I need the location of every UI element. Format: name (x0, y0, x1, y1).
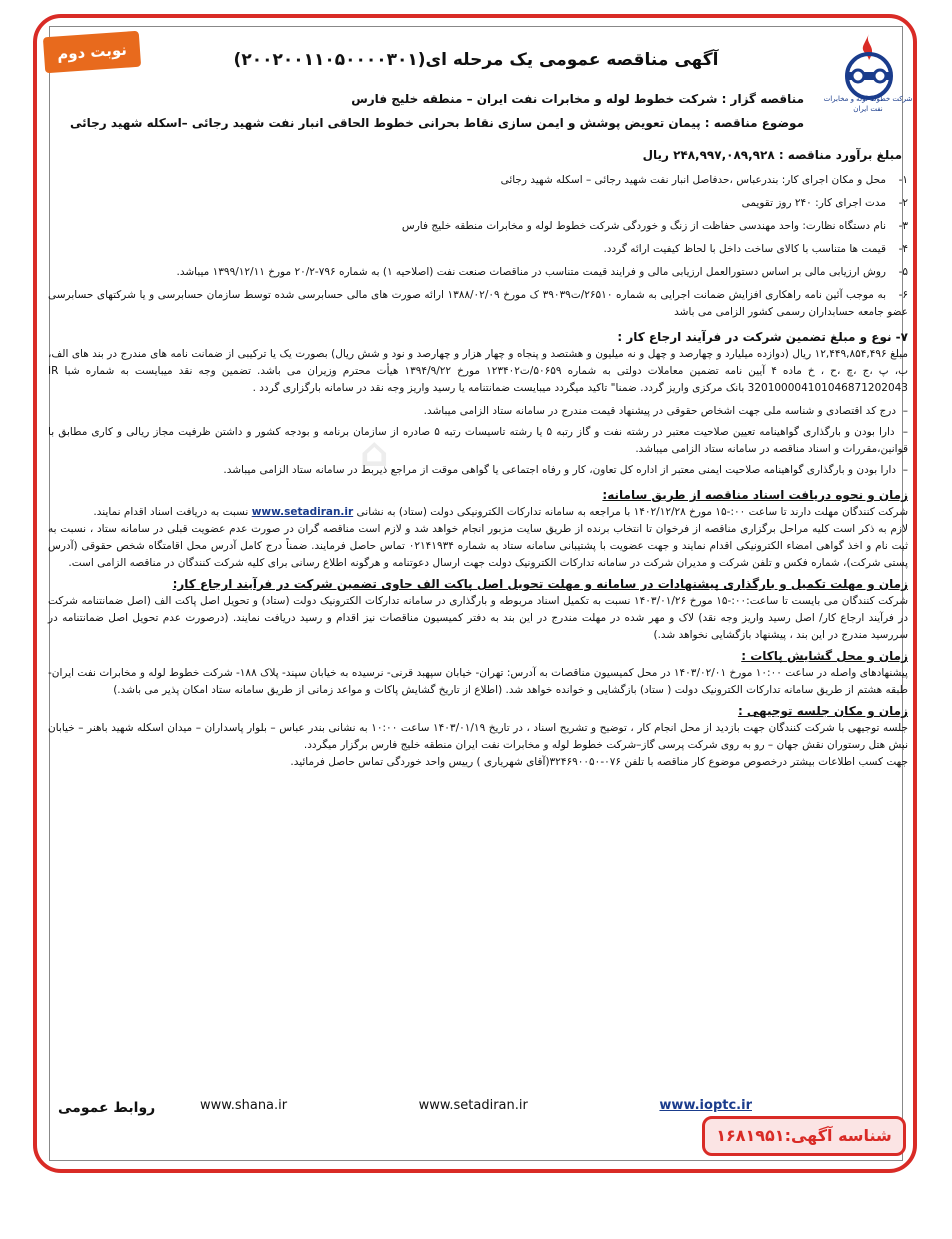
notice-id-badge: شناسه آگهی:۱۶۸۱۹۵۱ (702, 1116, 906, 1156)
organizer-line: مناقصه گزار : شرکت خطوط لوله و مخابرات نفت ایران – منطقه خلیج فارس (351, 92, 804, 106)
submit-title: زمان و مهلت تکمیل و بارگذاری پیشنهادات در سامانه و مهلت تحویل اصل پاکت الف حاوی تضمین شرکت در فرآیند ارجاع کار: (172, 577, 908, 591)
notice-title: آگهی مناقصه عمومی یک مرحله ای(۲۰۰۲۰۰۱۱۰۵۰۰۰۰۳۰۱) (233, 50, 719, 70)
docs-text: شرکت کنندگان مهلت دارند تا ساعت ۰۰:-۱۵ مورخ ۱۴۰۲/۱۲/۲۸ با مراجعه به سامانه تدارکات الکترونیکی دولت (ستاد) به نشانی www.setadiran.ir نسبت به دریافت اسناد اقدام نمایند. (93, 506, 908, 518)
list-item: ۳-نام دستگاه نظارت: واحد مهندسی حفاظت از زنگ و خوردگی شرکت خطوط لوله و مخابرات منطقه خلیج فارس (401, 220, 908, 232)
list-item: ۵-روش ارزیابی مالی بر اساس دستورالعمل ارزیابی مالی و فرایند قیمت متناسب در مناقصات صنعت نفت (اصلاحیه ۱) به شماره ۷۹۶-۲۰/۲ مورخ ۱۳۹۹/۱۲/۱۱ میباشد. (176, 266, 908, 278)
opening-text: پیشنهادهای واصله در ساعت ۱۰:۰۰ مورخ ۱۴۰۳/۰۲/۰۱ در محل کمیسیون مناقصات به آدرس: تهران- خیابان سپهبد قرنی- نرسیده به خیابان سپند- پلاک ۱۸۸- شرکت خطوط لوله و مخابرات نفت ایران- طبقه هشتم از طریق سامانه تدارکات الکترونیک دولت ( ستاد) بازگشایی و خوانده خواهد شد. (اطلاع از تاریخ گشایش پاکات و مواعد زمانی از طریق سامانه ستاد امکان پذیر می باشد.) (48, 667, 908, 696)
logo-caption: شرکت خطوط لوله و مخابرات نفت ایران (823, 95, 913, 113)
list-item: – دارا بودن و بارگذاری گواهینامه صلاحیت ایمنی معتبر از اداره کل تعاون، کار و رفاه اجتماعی یا گواهی موقت از مراجع ذیربط در سامانه ستاد الزامی میباشد. (223, 464, 908, 476)
contact-text: جهت کسب اطلاعات بیشتر درخصوص موضوع کار مناقصه با تلفن ۰۷۶-۳۲۴۶۹۰۰۵۰(آقای شهریاری ) رییس واحد خوردگی تماس حاصل فرمائید. (290, 756, 908, 768)
docs-title: زمان و نحوه دریافت اسناد مناقصه از طریق سامانه: (602, 488, 908, 502)
list-item: ۱-محل و مکان اجرای کار: بندرعباس ،حدفاصل انبار نفت شهید رجائی – اسکله شهید رجائی (500, 174, 908, 186)
briefing-title: زمان و مکان جلسه توجیهی : (737, 704, 908, 718)
estimate-line: مبلغ برآورد مناقصه : ۲۴۸,۹۹۷,۰۸۹,۹۲۸ ریال (642, 148, 902, 162)
second-round-badge: نوبت دوم (43, 31, 141, 74)
list-item: – دارا بودن و بارگذاری گواهینامه تعیین صلاحیت معتبر در رشته نفت و گاز رتبه ۵ یا رشته تاسیسات رتبه ۵ صادره از سازمان برنامه و بودجه کشور و داشتن ظرفیت مجاز ریالی و کاری مطابق با قوانین،مقررات و اسناد مناقصه در سامانه ستاد الزامی میباشد. (48, 426, 908, 455)
briefing-text: جلسه توجیهی با شرکت کنندگان جهت بازدید از محل انجام کار ، توضیح و تشریح اسناد ، در تاریخ ۱۴۰۳/۰۱/۱۹ ساعت ۱۰:۰۰ به نشانی بندر عباس – بلوار پاسداران – میدان اسکله شهید باهنر – خیابان نبش هتل رستوران نقش جهان – رو به روی شرکت پرسی گاز–شرکت خطوط لوله و مخابرات نفت ایران منطقه خلیج فارس برگزار میگردد. (48, 722, 908, 751)
items-list (48, 172, 908, 771)
guarantee-text: مبلغ ۱۲,۴۴۹,۸۵۴,۴۹۶ ریال (دوازده میلیارد و چهارصد و چهل و نه میلیون و هشتصد و پنجاه و چهار هزار و چهارصد و نود و شش ریال) بصورت یک یا ترکیبی از ضمانت نامه های مندرج در بند های الف، ب، پ ،ج ،چ ،ح ، خ ماده ۴ آیین نامه تضمین معاملات دولتی به شماره ۵۰۶۵۹/ت۱۲۳۴۰۲ مورخ ۱۳۹۴/۹/۲۲ هیأت محترم وزیران می باشد. تضمین وجه نقد میبایست به شماره شبا IR 320100004101046871202043 بانک مرکزی واریز گردد. ضمنا" تاکید میگردد میبایست ضمانتنامه یا رسید واریز وجه نقد در سامانه بارگزاری گردد . (48, 348, 908, 394)
footer-links (200, 1098, 752, 1113)
public-relations-label: روابط عمومی (58, 1100, 156, 1116)
setadiran-footer-link[interactable]: www.setadiran.ir (418, 1098, 528, 1113)
submit-text: شرکت کنندگان می بایست تا ساعت:۰۰:-۱۵ مورخ ۱۴۰۳/۰۱/۲۶ نسبت به تکمیل اسناد مربوطه و بارگذاری در سامانه تدارکات الکترونیک دولت (ستاد) و تحویل اصل پاکت الف (اصل ضمانتنامه شرکت در فرآیند ارجاع کار/ اصل رسید واریز وجه نقد) لاک و مهر شده در مهلت مندرج در این بند به دفتر کمیسیون مناقصات نیز اقدام و رسید دریافت نمایند. (درصورت عدم تحویل اصل ضمانتنامه در سررسید مندرج در این بند ، پیشنهاد بازگشایی نخواهد شد.) (48, 595, 908, 641)
opening-title: زمان و محل گشایش پاکات : (741, 649, 908, 663)
docs-text-2: لازم به ذکر است کلیه مراحل برگزاری مناقصه از فرخوان تا انتخاب برنده از طریق سایت مزبور انجام خواهد شد و لازم است مناقصه گران در صورت عدم عضویت قبلی در سامانه ستاد ، نسبت به ثبت نام و اخذ گواهی امضاء الکترونیکی اقدام نمایند و جهت عضویت با پشتیبانی سامانه ستاد به شماره ۰۲۱۴۱۹۳۴ تماس حاصل فرمایند. ضمناً درج کامل آدرس محل اقامتگاه شخص حقوقی (آدرس پستی شرکت)، شماره فکس و تلفن شرکت و مدیران شرکت در سامانه تدارکات الکترونیک دولت جهت ارسال دعوتنامه و هرگونه اطلاع رسانی برای کلیه شرکت کنندگان در مناقصه الزامی است. (48, 523, 908, 569)
guarantee-title: ۷- نوع و مبلغ تضمین شرکت در فرآیند ارجاع کار : (617, 330, 908, 344)
list-item: ۶-به موجب آئین نامه راهکاری افزایش ضمانت اجرایی به شماره ۲۶۵۱۰/ت۳۹۰۳۹ ک مورخ ۱۳۸۸/۰۲/۰۹ ارائه صورت های مالی حسابرسی شده توسط سازمان حسابرسی و یا شرکتهای حسابرسی عضو جامعه حسابداران رسمی کشور الزامی می باشد (48, 289, 908, 318)
watermark-logo: ⌂ (360, 430, 389, 476)
list-item: ۲-مدت اجرای کار: ۲۴۰ روز تقویمی (741, 197, 908, 209)
list-item: ۴-قیمت ها متناسب با کالای ساخت داخل با لحاظ کیفیت ارائه گردد. (603, 243, 908, 255)
ioptc-link[interactable]: www.ioptc.ir (659, 1098, 752, 1113)
setadiran-link[interactable]: www.setadiran.ir (251, 506, 354, 518)
subject-line: موضوع مناقصه : پیمان تعویض پوشش و ایمن سازی نقاط بحرانی خطوط الحاقی انبار نفت شهید رجائی –اسکله شهید رجائی (70, 116, 804, 130)
shana-link[interactable]: www.shana.ir (200, 1098, 288, 1113)
list-item: – درج کد اقتصادی و شناسه ملی جهت اشخاص حقوقی در پیشنهاد قیمت مندرج در سامانه ستاد الزامی میباشد. (423, 405, 908, 417)
